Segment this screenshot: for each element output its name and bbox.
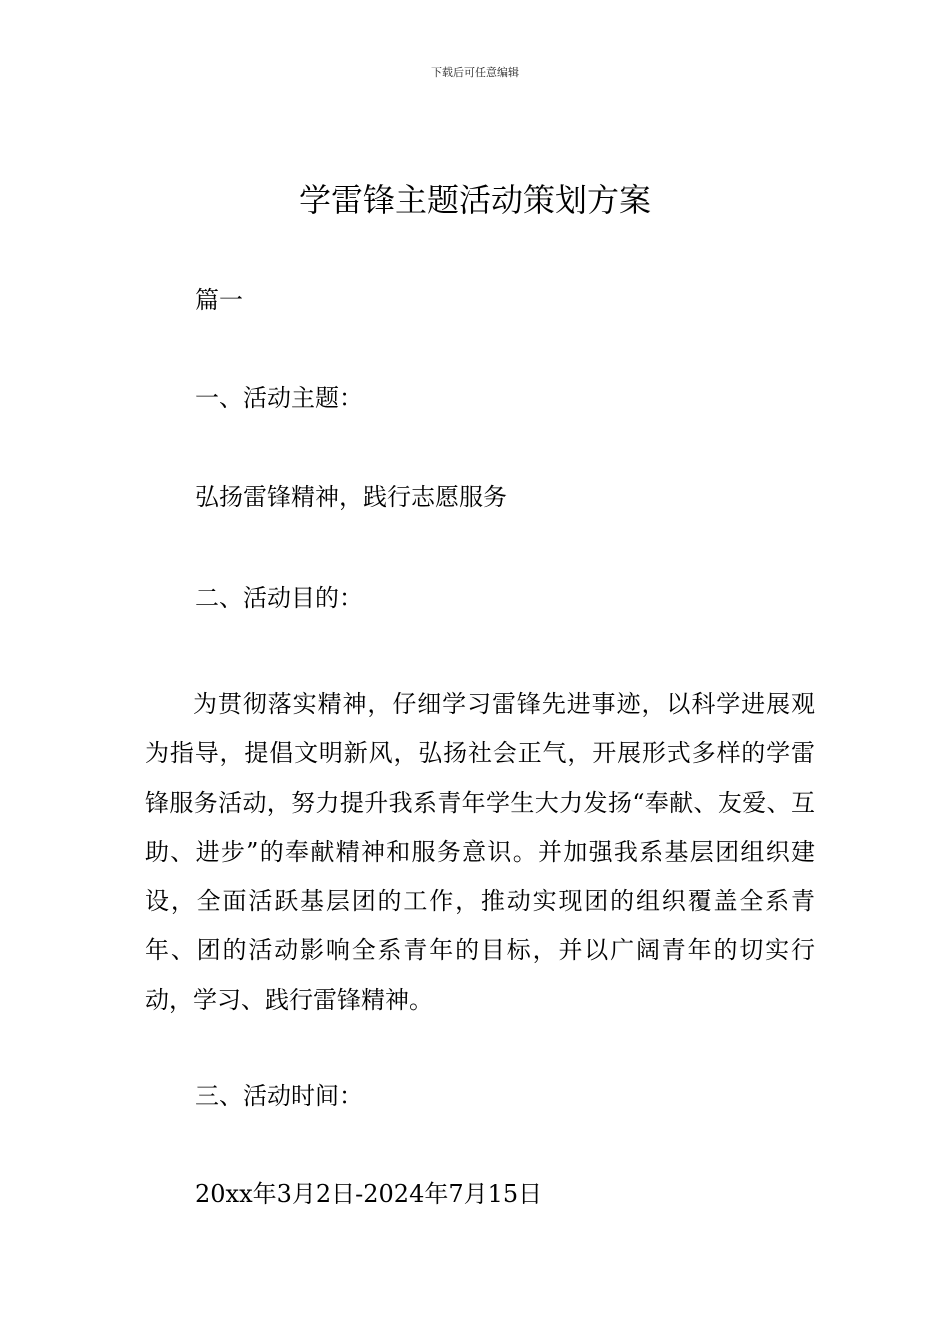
section1-heading: 一、活动主题：: [195, 384, 363, 412]
section3-heading: 三、活动时间：: [195, 1082, 363, 1110]
page-header-note: 下载后可任意编辑: [431, 66, 519, 79]
section2-heading: 二、活动目的：: [195, 584, 363, 612]
document-title: 学雷锋主题活动策划方案: [298, 181, 651, 219]
section3-content: 20xx年3月2日-2024年7月15日: [195, 1180, 543, 1208]
section2-content: 为贯彻落实精神，仔细学习雷锋先进事迹，以科学进展观为指导，提倡文明新风，弘扬社会正气，开展形式多样的学雷锋服务活动，努力提升我系青年学生大力发扬“奉献、友爱、互助、进步”的奉献精神和服务意识。并加强我系基层团组织建设，全面活跃基层团的工作，推动实现团的组织覆盖全系青年、团的活动影响全系青年的目标，并以广阔青年的切实行动，学习、践行雷锋精神。: [145, 690, 815, 1014]
part-label: 篇一: [195, 286, 243, 314]
section1-content: 弘扬雷锋精神，践行志愿服务: [195, 483, 507, 511]
